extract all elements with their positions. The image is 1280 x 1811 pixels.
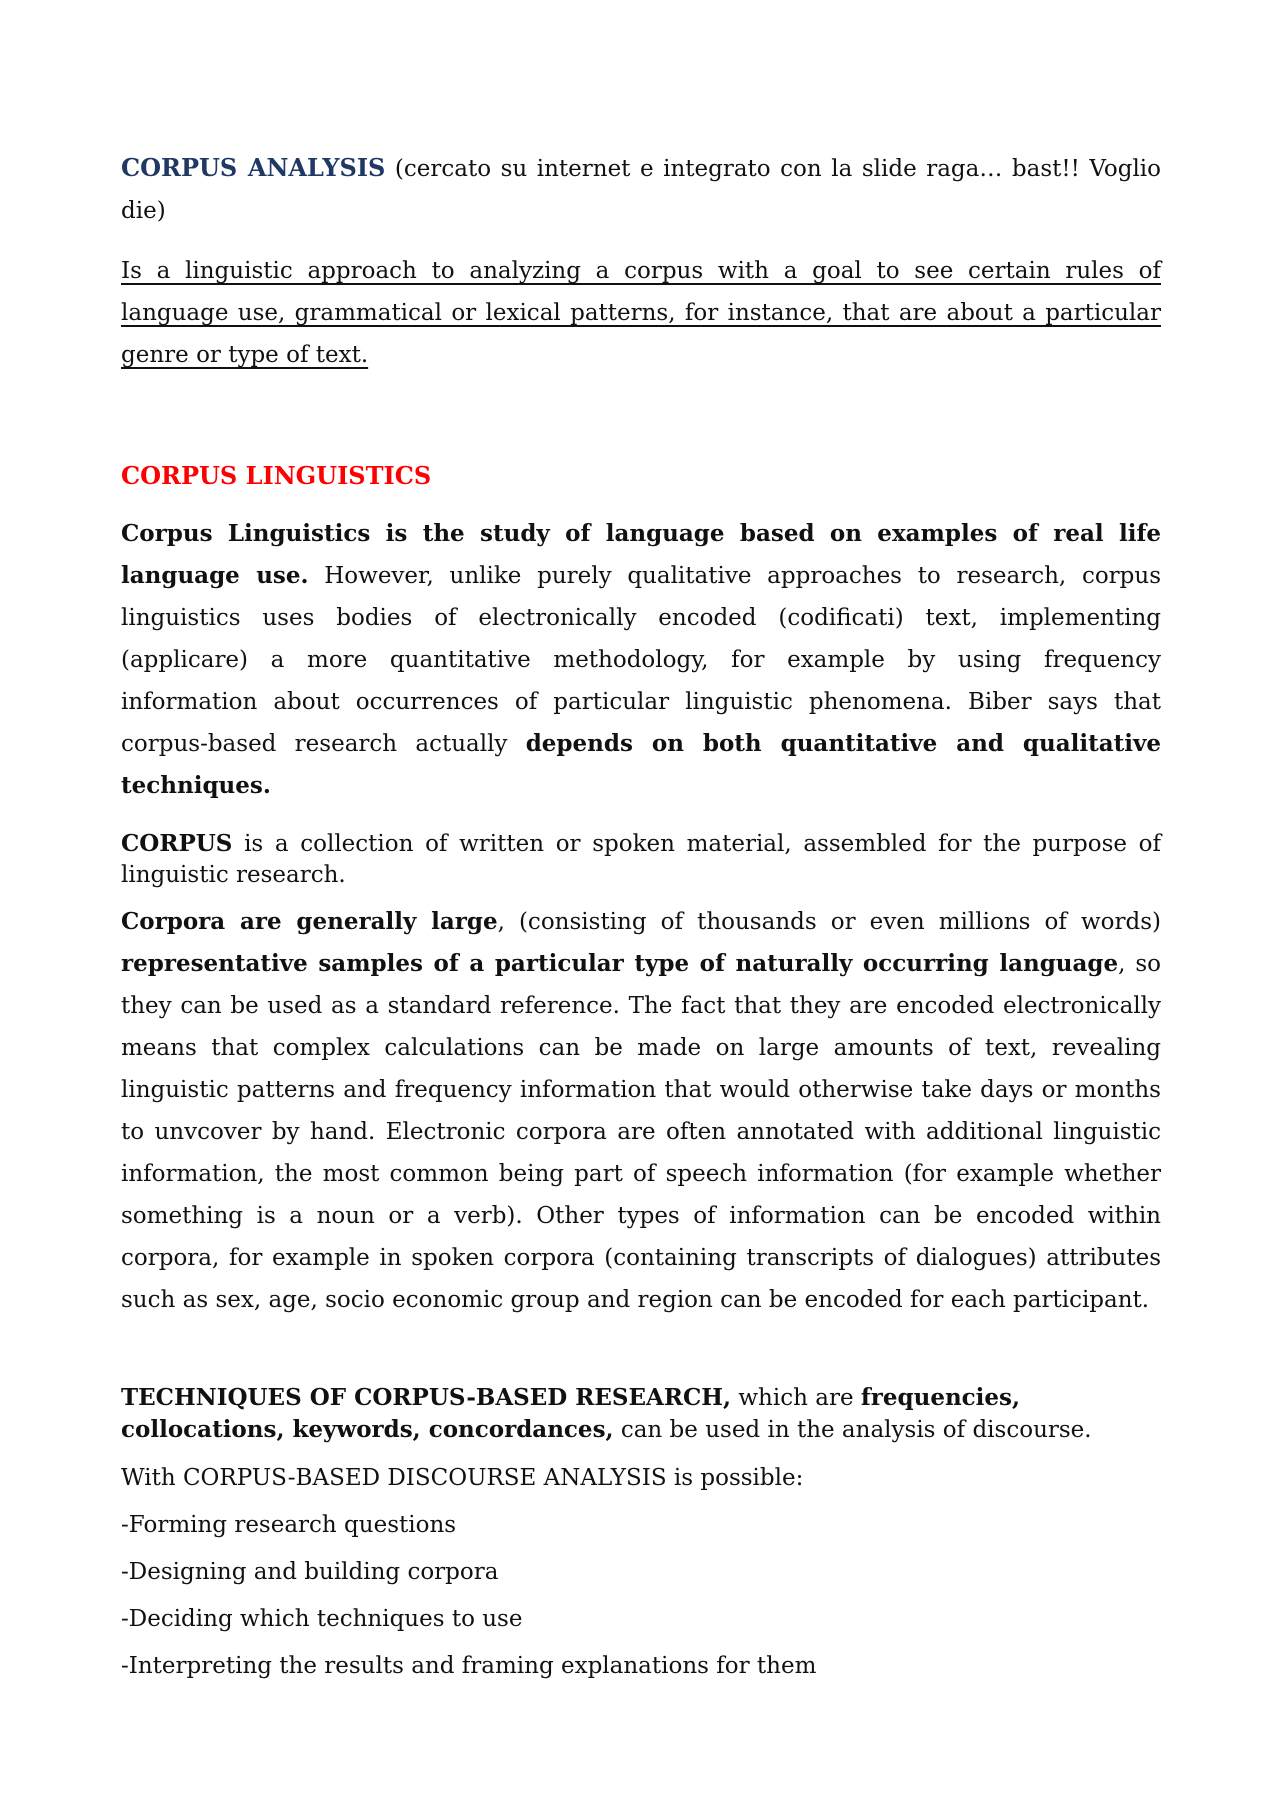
list-item: -Deciding which techniques to use <box>121 1606 523 1632</box>
list-item: -Designing and building corpora <box>121 1559 499 1585</box>
paragraph-techniques <box>121 1382 1161 1446</box>
heading-corpus-analysis: CORPUS ANALYSIS <box>121 153 386 182</box>
paragraph-discourse-analysis: With CORPUS-BASED DISCOURSE ANALYSIS is possible: <box>121 1465 804 1491</box>
bold-end: depends on both quantitative and qualitative techniques. <box>121 730 1161 799</box>
bold-technique-list: frequencies, collocations, keywords, concordances, <box>121 1384 1021 1443</box>
paragraph-corpus-linguistics <box>121 513 1161 807</box>
heading-note: (cercato su internet e integrato con la slide raga… bast!! Voglio die) <box>121 156 1162 224</box>
bold-corpora-large: Corpora are generally large <box>121 908 498 935</box>
bold-representative: representative samples of a particular type of naturally occurring language <box>121 950 1119 977</box>
section-corpus-analysis-title-line <box>121 147 1161 232</box>
bold-corpus: CORPUS <box>121 830 233 857</box>
paragraph-text: However, unlike purely qualitative approaches to research, corpus linguistics uses bodies of electronically encoded (codificati) text, implementing (applicare) a more quantitative methodology, for example by using frequency information about occurrences of particular linguistic phenomena. Biber says that corpus-based research actually <box>121 563 1162 757</box>
list-item: -Interpreting the results and framing explanations for them <box>121 1653 817 1679</box>
list-item: -Forming research questions <box>121 1512 457 1538</box>
paragraph-text: is a collection of written or spoken material, assembled for the purpose of linguistic research. <box>121 831 1161 888</box>
paragraph-text: , so they can be used as a standard reference. The fact that they are encoded electronically means that complex calculations can be made on large amounts of text, revealing linguistic patterns and frequency information that would otherwise take days or months to unvcover by hand. Electronic corpora are often annotated with additional linguistic information, the most common being part of speech information (for example whether something is a noun or a verb). Other types of information can be encoded within corpora, for example in spoken corpora (containing transcripts of dialogues) attributes such as sex, age, socio economic group and region can be encoded for each participant. <box>121 951 1161 1313</box>
paragraph-text: , (consisting of thousands or even millions of words) <box>497 909 1161 935</box>
heading-corpus-linguistics: CORPUS LINGUISTICS <box>121 461 432 490</box>
paragraph-text: can be used in the analysis of discourse. <box>613 1417 1092 1443</box>
bold-intro: Corpus Linguistics is the study of language based on examples of real life language use. <box>121 520 1161 589</box>
paragraph-corpora <box>121 901 1161 1321</box>
paragraph-text: which are <box>731 1385 861 1411</box>
paragraph-corpus-definition <box>121 828 1161 891</box>
corpus-analysis-definition: Is a linguistic approach to analyzing a corpus with a goal to see certain rules of language use, grammatical or lexical patterns, for instance, that are about a particular genre or type of text. <box>121 258 1161 368</box>
bold-techniques: TECHNIQUES OF CORPUS-BASED RESEARCH, <box>121 1384 732 1411</box>
